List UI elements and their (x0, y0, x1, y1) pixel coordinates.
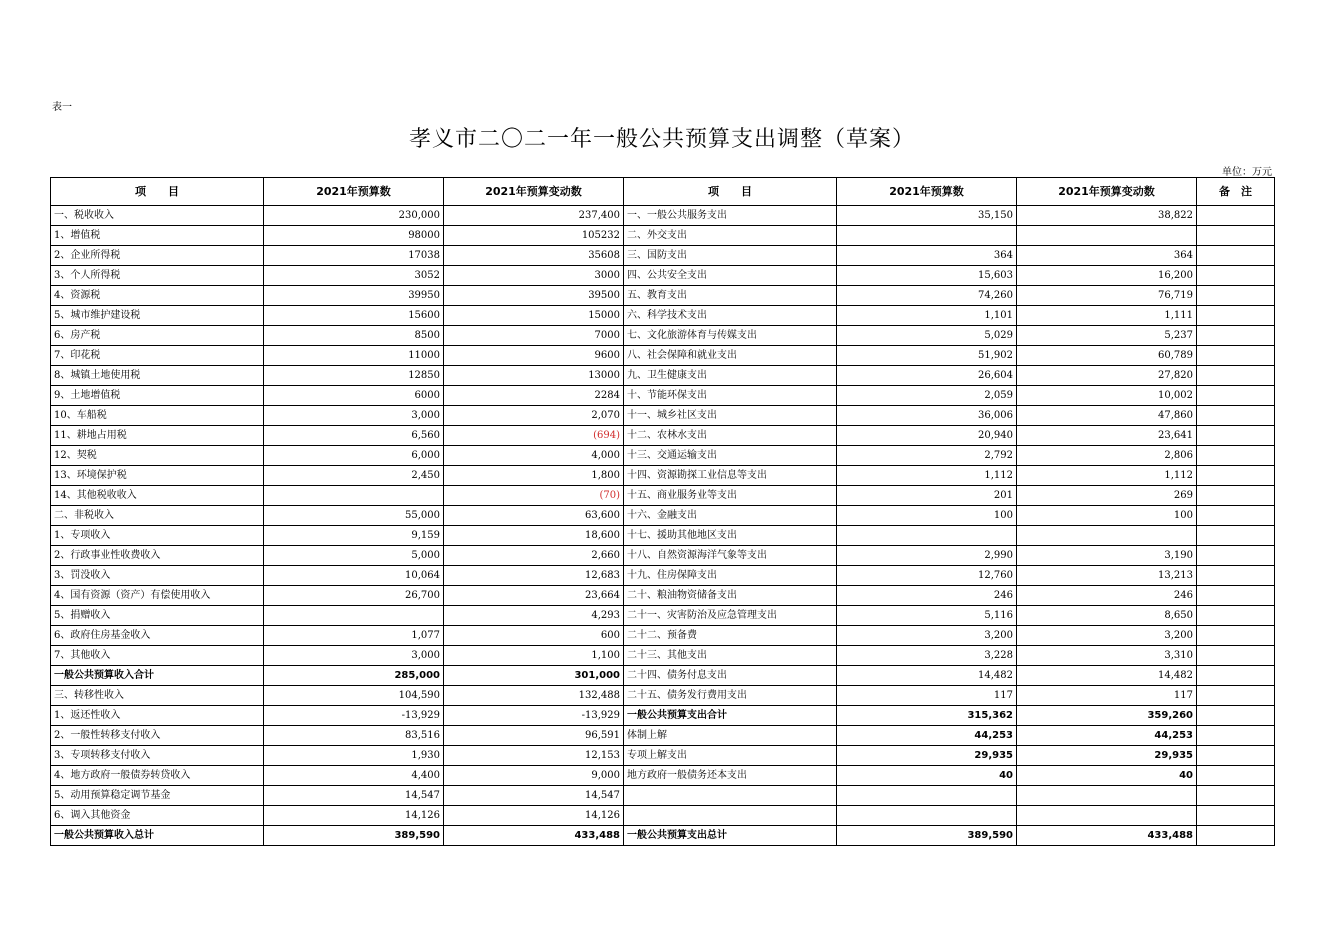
table-row (51, 606, 1275, 626)
cell-expense-change: 29,935 (1017, 746, 1197, 766)
cell-income-budget: 9,159 (264, 526, 444, 546)
cell-income-change: 237,400 (444, 206, 624, 226)
cell-remarks (1197, 806, 1275, 826)
cell-expense-budget: 15,603 (837, 266, 1017, 286)
cell-income-change: 7000 (444, 326, 624, 346)
cell-income-change: 301,000 (444, 666, 624, 686)
cell-remarks (1197, 626, 1275, 646)
cell-income-item: 6、调入其他资金 (51, 806, 264, 826)
cell-expense-budget: 315,362 (837, 706, 1017, 726)
cell-expense-budget: 2,792 (837, 446, 1017, 466)
cell-income-budget: 8500 (264, 326, 444, 346)
cell-income-budget: 11000 (264, 346, 444, 366)
cell-expense-item: 四、公共安全支出 (624, 266, 837, 286)
table-row (51, 266, 1275, 286)
cell-remarks (1197, 666, 1275, 686)
cell-income-change: 2284 (444, 386, 624, 406)
cell-expense-change: 3,200 (1017, 626, 1197, 646)
cell-income-item: 5、捐赠收入 (51, 606, 264, 626)
cell-income-item: 2、行政事业性收费收入 (51, 546, 264, 566)
header-expense-budget: 2021年预算数 (837, 178, 1017, 206)
cell-expense-item: 七、文化旅游体育与传媒支出 (624, 326, 837, 346)
cell-remarks (1197, 446, 1275, 466)
cell-income-budget: 1,077 (264, 626, 444, 646)
table-row (51, 646, 1275, 666)
cell-expense-item: 二十、粮油物资储备支出 (624, 586, 837, 606)
cell-expense-item: 三、国防支出 (624, 246, 837, 266)
cell-income-change: 433,488 (444, 826, 624, 846)
cell-income-change: 15000 (444, 306, 624, 326)
cell-income-item: 1、专项收入 (51, 526, 264, 546)
cell-remarks (1197, 326, 1275, 346)
cell-income-budget: 5,000 (264, 546, 444, 566)
table-row (51, 586, 1275, 606)
table-row (51, 346, 1275, 366)
cell-income-budget: 12850 (264, 366, 444, 386)
cell-expense-change: 47,860 (1017, 406, 1197, 426)
table-row (51, 486, 1275, 506)
cell-expense-item: 六、科学技术支出 (624, 306, 837, 326)
cell-expense-item: 十八、自然资源海洋气象等支出 (624, 546, 837, 566)
cell-expense-change: 433,488 (1017, 826, 1197, 846)
table-row (51, 326, 1275, 346)
cell-expense-item: 十四、资源勘探工业信息等支出 (624, 466, 837, 486)
cell-remarks (1197, 586, 1275, 606)
cell-expense-change: 14,482 (1017, 666, 1197, 686)
cell-income-change: 13000 (444, 366, 624, 386)
cell-expense-item: 一般公共预算支出总计 (624, 826, 837, 846)
cell-income-item: 一般公共预算收入合计 (51, 666, 264, 686)
cell-expense-budget: 1,112 (837, 466, 1017, 486)
cell-income-change: 18,600 (444, 526, 624, 546)
header-income-budget: 2021年预算数 (264, 178, 444, 206)
cell-expense-item: 十、节能环保支出 (624, 386, 837, 406)
table-row (51, 366, 1275, 386)
cell-income-budget: 6,000 (264, 446, 444, 466)
cell-income-item: 11、耕地占用税 (51, 426, 264, 446)
table-row (51, 666, 1275, 686)
cell-remarks (1197, 486, 1275, 506)
cell-remarks (1197, 606, 1275, 626)
cell-remarks (1197, 226, 1275, 246)
cell-expense-budget: 2,990 (837, 546, 1017, 566)
cell-income-item: 9、土地增值税 (51, 386, 264, 406)
cell-income-budget (264, 606, 444, 626)
cell-expense-item: 十九、住房保障支出 (624, 566, 837, 586)
cell-income-item: 三、转移性收入 (51, 686, 264, 706)
header-remarks: 备 注 (1197, 178, 1275, 206)
cell-expense-budget: 2,059 (837, 386, 1017, 406)
cell-expense-change (1017, 806, 1197, 826)
cell-income-item: 一般公共预算收入总计 (51, 826, 264, 846)
cell-expense-budget: 5,116 (837, 606, 1017, 626)
table-row (51, 706, 1275, 726)
cell-income-item: 二、非税收入 (51, 506, 264, 526)
cell-income-item: 6、房产税 (51, 326, 264, 346)
cell-income-item: 1、增值税 (51, 226, 264, 246)
cell-expense-change: 40 (1017, 766, 1197, 786)
cell-income-change: 39500 (444, 286, 624, 306)
cell-expense-budget: 1,101 (837, 306, 1017, 326)
cell-expense-budget: 26,604 (837, 366, 1017, 386)
table-row (51, 726, 1275, 746)
cell-expense-item: 九、卫生健康支出 (624, 366, 837, 386)
table-row (51, 226, 1275, 246)
table-row (51, 746, 1275, 766)
cell-expense-item: 十二、农林水支出 (624, 426, 837, 446)
cell-expense-item: 十五、商业服务业等支出 (624, 486, 837, 506)
cell-expense-item: 地方政府一般债务还本支出 (624, 766, 837, 786)
cell-remarks (1197, 686, 1275, 706)
table-row (51, 686, 1275, 706)
cell-expense-budget: 36,006 (837, 406, 1017, 426)
table-row (51, 466, 1275, 486)
cell-income-change: 35608 (444, 246, 624, 266)
cell-expense-change: 1,111 (1017, 306, 1197, 326)
cell-remarks (1197, 786, 1275, 806)
cell-expense-budget: 74,260 (837, 286, 1017, 306)
cell-income-budget: 14,126 (264, 806, 444, 826)
cell-expense-budget: 100 (837, 506, 1017, 526)
cell-expense-budget (837, 806, 1017, 826)
cell-remarks (1197, 506, 1275, 526)
cell-expense-change: 117 (1017, 686, 1197, 706)
cell-income-item: 7、其他收入 (51, 646, 264, 666)
table-row (51, 826, 1275, 846)
table-row (51, 286, 1275, 306)
cell-income-item: 14、其他税收收入 (51, 486, 264, 506)
table-row (51, 426, 1275, 446)
table-row (51, 526, 1275, 546)
cell-expense-budget (837, 226, 1017, 246)
cell-remarks (1197, 646, 1275, 666)
cell-expense-item: 八、社会保障和就业支出 (624, 346, 837, 366)
cell-expense-change: 27,820 (1017, 366, 1197, 386)
cell-expense-budget: 29,935 (837, 746, 1017, 766)
cell-remarks (1197, 726, 1275, 746)
cell-expense-change: 10,002 (1017, 386, 1197, 406)
cell-expense-item: 五、教育支出 (624, 286, 837, 306)
cell-income-item: 4、地方政府一般债券转贷收入 (51, 766, 264, 786)
cell-income-budget: 285,000 (264, 666, 444, 686)
cell-expense-budget (837, 786, 1017, 806)
cell-expense-item: 二十五、债务发行费用支出 (624, 686, 837, 706)
cell-expense-item: 二十二、预备费 (624, 626, 837, 646)
cell-income-item: 一、税收收入 (51, 206, 264, 226)
cell-expense-item (624, 806, 837, 826)
cell-income-change: 9600 (444, 346, 624, 366)
cell-income-budget: 230,000 (264, 206, 444, 226)
cell-expense-budget: 3,200 (837, 626, 1017, 646)
cell-expense-change: 3,310 (1017, 646, 1197, 666)
cell-remarks (1197, 566, 1275, 586)
cell-income-change: 600 (444, 626, 624, 646)
cell-remarks (1197, 346, 1275, 366)
cell-income-change: -13,929 (444, 706, 624, 726)
cell-income-item: 4、国有资源（资产）有偿使用收入 (51, 586, 264, 606)
cell-remarks (1197, 706, 1275, 726)
cell-income-change: 2,660 (444, 546, 624, 566)
cell-income-budget: 55,000 (264, 506, 444, 526)
budget-table (50, 177, 1275, 846)
cell-income-budget: 3,000 (264, 646, 444, 666)
cell-expense-item: 二、外交支出 (624, 226, 837, 246)
table-row (51, 246, 1275, 266)
table-row (51, 306, 1275, 326)
cell-expense-budget: 5,029 (837, 326, 1017, 346)
cell-expense-item: 十六、金融支出 (624, 506, 837, 526)
cell-remarks (1197, 826, 1275, 846)
cell-income-budget: 39950 (264, 286, 444, 306)
cell-income-change: 23,664 (444, 586, 624, 606)
cell-remarks (1197, 386, 1275, 406)
cell-expense-change: 16,200 (1017, 266, 1197, 286)
cell-income-item: 7、印花税 (51, 346, 264, 366)
cell-income-budget: -13,929 (264, 706, 444, 726)
cell-remarks (1197, 466, 1275, 486)
cell-expense-budget: 51,902 (837, 346, 1017, 366)
cell-expense-item: 体制上解 (624, 726, 837, 746)
cell-expense-change (1017, 786, 1197, 806)
cell-expense-budget: 40 (837, 766, 1017, 786)
cell-expense-item: 二十四、债务付息支出 (624, 666, 837, 686)
cell-income-change: 132,488 (444, 686, 624, 706)
cell-income-budget: 389,590 (264, 826, 444, 846)
table-body (51, 206, 1275, 846)
table-row (51, 506, 1275, 526)
header-expense-item: 项 目 (624, 178, 837, 206)
cell-remarks (1197, 546, 1275, 566)
cell-remarks (1197, 526, 1275, 546)
cell-income-budget: 104,590 (264, 686, 444, 706)
cell-remarks (1197, 286, 1275, 306)
cell-income-budget: 26,700 (264, 586, 444, 606)
cell-income-item: 4、资源税 (51, 286, 264, 306)
cell-expense-item: 十一、城乡社区支出 (624, 406, 837, 426)
cell-expense-change (1017, 226, 1197, 246)
cell-expense-change: 5,237 (1017, 326, 1197, 346)
cell-expense-change: 359,260 (1017, 706, 1197, 726)
cell-expense-item: 二十一、灾害防治及应急管理支出 (624, 606, 837, 626)
cell-expense-change: 23,641 (1017, 426, 1197, 446)
cell-income-budget: 2,450 (264, 466, 444, 486)
cell-income-item: 3、罚没收入 (51, 566, 264, 586)
cell-remarks (1197, 746, 1275, 766)
cell-income-change: 105232 (444, 226, 624, 246)
cell-remarks (1197, 766, 1275, 786)
cell-income-item: 5、城市维护建设税 (51, 306, 264, 326)
cell-expense-budget: 44,253 (837, 726, 1017, 746)
table-id: 表一 (52, 102, 72, 113)
cell-expense-item: 一般公共预算支出合计 (624, 706, 837, 726)
cell-expense-budget: 246 (837, 586, 1017, 606)
table-row (51, 446, 1275, 466)
cell-expense-budget: 12,760 (837, 566, 1017, 586)
cell-income-item: 10、车船税 (51, 406, 264, 426)
cell-income-budget: 15600 (264, 306, 444, 326)
cell-expense-item: 专项上解支出 (624, 746, 837, 766)
cell-income-change: 1,800 (444, 466, 624, 486)
table-row (51, 546, 1275, 566)
cell-expense-budget: 14,482 (837, 666, 1017, 686)
cell-income-budget: 10,064 (264, 566, 444, 586)
cell-income-item: 13、环境保护税 (51, 466, 264, 486)
cell-expense-change: 100 (1017, 506, 1197, 526)
header-income-change: 2021年预算变动数 (444, 178, 624, 206)
cell-remarks (1197, 306, 1275, 326)
cell-remarks (1197, 266, 1275, 286)
cell-income-budget: 14,547 (264, 786, 444, 806)
cell-income-change: 14,547 (444, 786, 624, 806)
table-row (51, 406, 1275, 426)
cell-expense-budget: 389,590 (837, 826, 1017, 846)
cell-income-item: 3、个人所得税 (51, 266, 264, 286)
table-row (51, 806, 1275, 826)
cell-expense-change (1017, 526, 1197, 546)
cell-income-change: (694) (444, 426, 624, 446)
cell-income-change: 4,000 (444, 446, 624, 466)
cell-income-budget: 83,516 (264, 726, 444, 746)
cell-expense-item: 十七、援助其他地区支出 (624, 526, 837, 546)
cell-income-budget: 1,930 (264, 746, 444, 766)
cell-income-change: 14,126 (444, 806, 624, 826)
cell-expense-change: 13,213 (1017, 566, 1197, 586)
cell-expense-change: 2,806 (1017, 446, 1197, 466)
header-row (51, 178, 1275, 206)
table-row (51, 386, 1275, 406)
cell-income-budget: 17038 (264, 246, 444, 266)
cell-income-budget: 98000 (264, 226, 444, 246)
cell-income-change: 12,683 (444, 566, 624, 586)
cell-expense-item: 二十三、其他支出 (624, 646, 837, 666)
unit-label: 单位：万元 (1222, 167, 1272, 178)
table-row (51, 626, 1275, 646)
cell-expense-item: 十三、交通运输支出 (624, 446, 837, 466)
cell-expense-budget: 201 (837, 486, 1017, 506)
cell-income-budget (264, 486, 444, 506)
cell-expense-change: 364 (1017, 246, 1197, 266)
cell-income-item: 5、动用预算稳定调节基金 (51, 786, 264, 806)
cell-income-budget: 6,560 (264, 426, 444, 446)
cell-income-item: 2、企业所得税 (51, 246, 264, 266)
cell-expense-budget: 364 (837, 246, 1017, 266)
cell-income-change: 9,000 (444, 766, 624, 786)
cell-income-budget: 3052 (264, 266, 444, 286)
cell-income-change: 3000 (444, 266, 624, 286)
cell-expense-change: 38,822 (1017, 206, 1197, 226)
cell-remarks (1197, 366, 1275, 386)
cell-income-budget: 4,400 (264, 766, 444, 786)
cell-income-change: 63,600 (444, 506, 624, 526)
cell-expense-change: 1,112 (1017, 466, 1197, 486)
cell-income-item: 1、返还性收入 (51, 706, 264, 726)
cell-income-item: 12、契税 (51, 446, 264, 466)
cell-expense-change: 3,190 (1017, 546, 1197, 566)
cell-expense-change: 60,789 (1017, 346, 1197, 366)
cell-expense-change: 269 (1017, 486, 1197, 506)
cell-income-change: 96,591 (444, 726, 624, 746)
cell-remarks (1197, 426, 1275, 446)
cell-income-budget: 3,000 (264, 406, 444, 426)
cell-expense-budget: 117 (837, 686, 1017, 706)
cell-expense-change: 44,253 (1017, 726, 1197, 746)
cell-income-item: 3、专项转移支付收入 (51, 746, 264, 766)
cell-income-change: 2,070 (444, 406, 624, 426)
cell-expense-item: 一、一般公共服务支出 (624, 206, 837, 226)
table-row (51, 566, 1275, 586)
cell-expense-budget (837, 526, 1017, 546)
table-row (51, 766, 1275, 786)
cell-income-change: (70) (444, 486, 624, 506)
header-income-item: 项 目 (51, 178, 264, 206)
cell-expense-budget: 35,150 (837, 206, 1017, 226)
header-expense-change: 2021年预算变动数 (1017, 178, 1197, 206)
cell-expense-item (624, 786, 837, 806)
cell-income-item: 2、一般性转移支付收入 (51, 726, 264, 746)
cell-expense-budget: 3,228 (837, 646, 1017, 666)
cell-income-item: 8、城镇土地使用税 (51, 366, 264, 386)
cell-remarks (1197, 206, 1275, 226)
table-row (51, 786, 1275, 806)
page-title: 孝义市二〇二一年一般公共预算支出调整（草案） (408, 127, 915, 152)
cell-expense-change: 246 (1017, 586, 1197, 606)
cell-income-item: 6、政府住房基金收入 (51, 626, 264, 646)
cell-remarks (1197, 406, 1275, 426)
cell-income-change: 4,293 (444, 606, 624, 626)
cell-income-change: 1,100 (444, 646, 624, 666)
cell-income-change: 12,153 (444, 746, 624, 766)
cell-income-budget: 6000 (264, 386, 444, 406)
cell-expense-change: 76,719 (1017, 286, 1197, 306)
table-row (51, 206, 1275, 226)
cell-expense-budget: 20,940 (837, 426, 1017, 446)
cell-expense-change: 8,650 (1017, 606, 1197, 626)
cell-remarks (1197, 246, 1275, 266)
